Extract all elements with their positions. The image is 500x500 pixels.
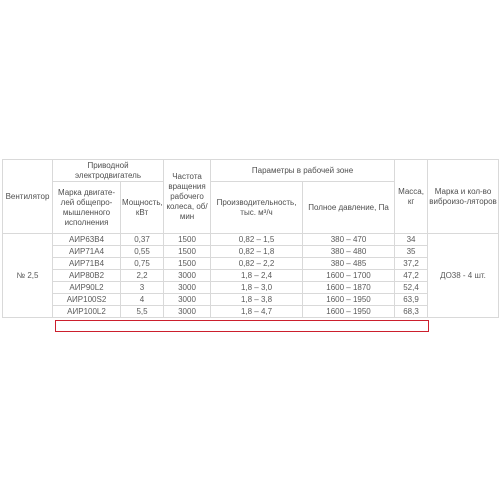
motor-cell: АИР71В4 <box>53 258 121 270</box>
frequency-cell: 3000 <box>164 282 211 294</box>
mass-cell: 34 <box>395 234 428 246</box>
fan-model-cell: № 2,5 <box>3 234 53 318</box>
header-motor-brand: Марка двигате-лей общепро-мышленного исполнения <box>53 182 121 234</box>
power-cell: 2,2 <box>121 270 164 282</box>
productivity-cell: 0,82 – 1,8 <box>211 246 303 258</box>
header-mass: Масса, кг <box>395 160 428 234</box>
header-drive-group: Приводной электродвигатель <box>53 160 164 182</box>
productivity-cell: 0,82 – 2,2 <box>211 258 303 270</box>
frequency-cell: 3000 <box>164 294 211 306</box>
productivity-cell: 1,8 – 3,0 <box>211 282 303 294</box>
table-row <box>3 234 499 246</box>
pressure-cell: 380 – 485 <box>303 258 395 270</box>
table-row <box>3 282 499 294</box>
header-pressure: Полное давление, Па <box>303 182 395 234</box>
motor-cell: АИР63В4 <box>53 234 121 246</box>
pressure-cell: 1600 – 1870 <box>303 282 395 294</box>
power-cell: 4 <box>121 294 164 306</box>
productivity-cell: 1,8 – 4,7 <box>211 306 303 318</box>
frequency-cell: 1500 <box>164 246 211 258</box>
table-row <box>3 294 499 306</box>
motor-cell: АИР71А4 <box>53 246 121 258</box>
motor-cell: АИР80В2 <box>53 270 121 282</box>
pressure-cell: 1600 – 1950 <box>303 306 395 318</box>
pressure-cell: 380 – 470 <box>303 234 395 246</box>
pressure-cell: 380 – 480 <box>303 246 395 258</box>
header-vibro: Марка и кол-во виброизо-ляторов <box>428 160 499 234</box>
table-row <box>3 270 499 282</box>
frequency-cell: 3000 <box>164 306 211 318</box>
pressure-cell: 1600 – 1700 <box>303 270 395 282</box>
power-cell: 5,5 <box>121 306 164 318</box>
frequency-cell: 1500 <box>164 234 211 246</box>
header-params-group: Параметры в рабочей зоне <box>211 160 395 182</box>
table-row <box>3 258 499 270</box>
mass-cell: 63,9 <box>395 294 428 306</box>
vibro-cell: ДО38 - 4 шт. <box>428 234 499 318</box>
motor-cell: АИР90L2 <box>53 282 121 294</box>
mass-cell: 37,2 <box>395 258 428 270</box>
header-power: Мощность, кВт <box>121 182 164 234</box>
table-row <box>3 246 499 258</box>
header-fan: Вентилятор <box>3 160 53 234</box>
productivity-cell: 1,8 – 2,4 <box>211 270 303 282</box>
mass-cell: 35 <box>395 246 428 258</box>
header-frequency: Частота вращения рабочего колеса, об/мин <box>164 160 211 234</box>
header-productivity: Производительность, тыс. м³/ч <box>211 182 303 234</box>
mass-cell: 47,2 <box>395 270 428 282</box>
pressure-cell: 1600 – 1950 <box>303 294 395 306</box>
power-cell: 3 <box>121 282 164 294</box>
frequency-cell: 3000 <box>164 270 211 282</box>
motor-cell: АИР100S2 <box>53 294 121 306</box>
mass-cell: 68,3 <box>395 306 428 318</box>
motor-cell: АИР100L2 <box>53 306 121 318</box>
spec-table <box>2 159 499 318</box>
power-cell: 0,55 <box>121 246 164 258</box>
mass-cell: 52,4 <box>395 282 428 294</box>
productivity-cell: 1,8 – 3,8 <box>211 294 303 306</box>
frequency-cell: 1500 <box>164 258 211 270</box>
power-cell: 0,37 <box>121 234 164 246</box>
power-cell: 0,75 <box>121 258 164 270</box>
productivity-cell: 0,82 – 1,5 <box>211 234 303 246</box>
table-row-highlighted <box>3 306 499 318</box>
highlight-frame <box>55 320 429 332</box>
